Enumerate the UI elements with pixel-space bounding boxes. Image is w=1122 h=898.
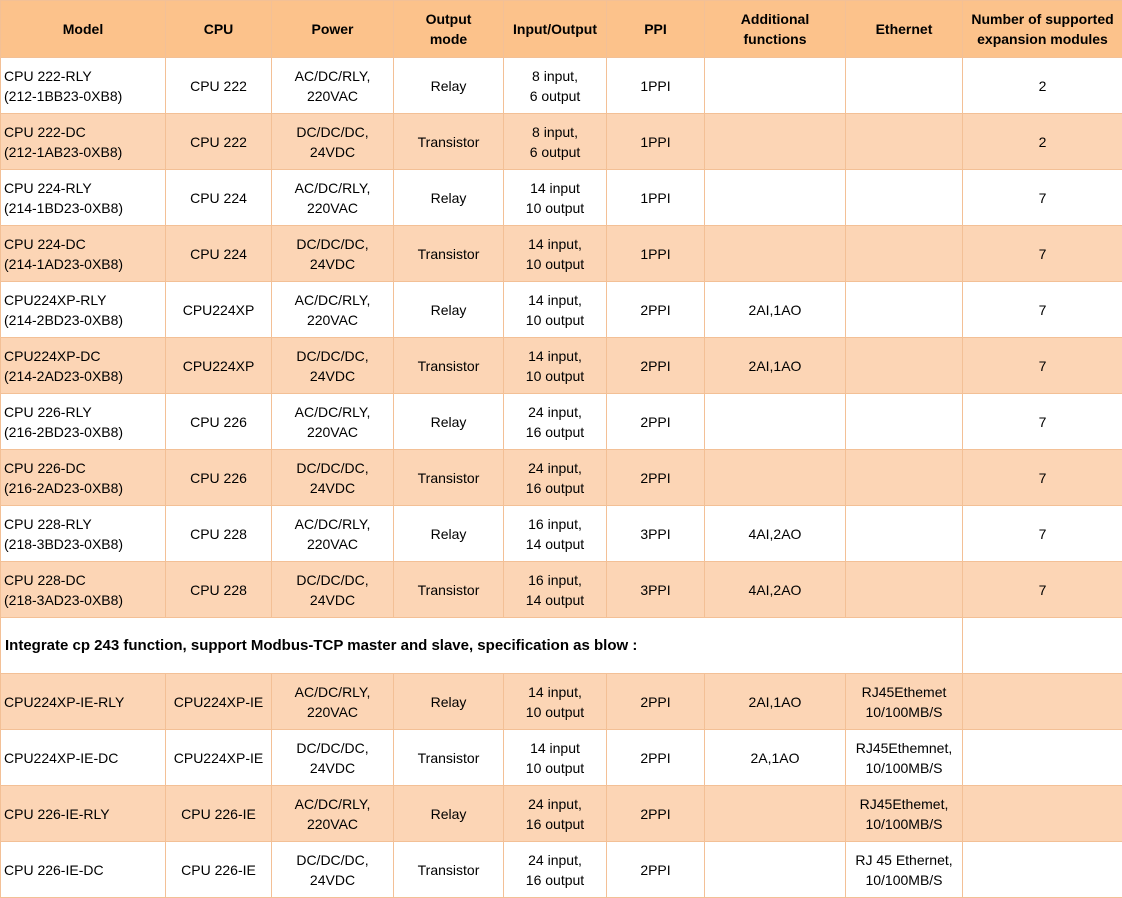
cell-expansion-modules: 7 <box>963 226 1122 282</box>
cell-power-line: DC/DC/DC, <box>274 738 391 758</box>
cell-model-line: CPU224XP-IE-RLY <box>4 692 163 712</box>
cell-ppi: 2PPI <box>607 282 705 338</box>
cell-model-line: (212-1BB23-0XB8) <box>4 86 163 106</box>
cell-additional-functions: 2AI,1AO <box>705 674 846 730</box>
cell-input-output-line: 10 output <box>506 366 604 386</box>
cell-input-output-line: 16 output <box>506 478 604 498</box>
cell-ethernet-line: RJ45Ethemnet, <box>848 738 960 758</box>
cell-power <box>272 394 394 450</box>
cell-input-output <box>504 562 607 618</box>
cell-ppi: 2PPI <box>607 674 705 730</box>
cell-output-mode: Relay <box>394 674 504 730</box>
cell-model-line: (218-3BD23-0XB8) <box>4 534 163 554</box>
cell-expansion-modules <box>963 842 1122 898</box>
header-additional-line: Additional <box>707 9 843 29</box>
header-additional-functions <box>705 1 846 58</box>
cell-expansion-modules: 2 <box>963 58 1122 114</box>
cell-power <box>272 338 394 394</box>
cell-power <box>272 506 394 562</box>
cell-power <box>272 450 394 506</box>
cell-input-output <box>504 394 607 450</box>
cell-ethernet <box>846 450 963 506</box>
cell-cpu: CPU224XP-IE <box>166 730 272 786</box>
cell-additional-functions <box>705 114 846 170</box>
cell-input-output-line: 10 output <box>506 310 604 330</box>
cell-input-output <box>504 282 607 338</box>
table-row <box>1 394 1122 450</box>
header-model: Model <box>1 1 166 58</box>
cell-power-line: 24VDC <box>274 254 391 274</box>
cell-input-output-line: 10 output <box>506 758 604 778</box>
cell-additional-functions <box>705 842 846 898</box>
header-output-mode <box>394 1 504 58</box>
cell-model-line: (216-2AD23-0XB8) <box>4 478 163 498</box>
cell-ethernet-line: 10/100MB/S <box>848 758 960 778</box>
header-expansion-line: expansion modules <box>965 29 1120 49</box>
table-row <box>1 842 1122 898</box>
cell-cpu: CPU 224 <box>166 170 272 226</box>
header-ethernet: Ethernet <box>846 1 963 58</box>
cell-input-output <box>504 786 607 842</box>
cell-expansion-modules: 7 <box>963 450 1122 506</box>
cell-model-line: CPU 224-DC <box>4 234 163 254</box>
table-body <box>1 58 1122 898</box>
cell-power <box>272 674 394 730</box>
cell-model <box>1 562 166 618</box>
cell-output-mode: Relay <box>394 786 504 842</box>
cell-power-line: AC/DC/RLY, <box>274 514 391 534</box>
cell-model <box>1 114 166 170</box>
cell-power-line: 24VDC <box>274 758 391 778</box>
cell-input-output-line: 24 input, <box>506 458 604 478</box>
cell-power <box>272 226 394 282</box>
cell-input-output-line: 14 input, <box>506 346 604 366</box>
cell-output-mode: Transistor <box>394 114 504 170</box>
cell-power <box>272 114 394 170</box>
cell-ppi: 1PPI <box>607 226 705 282</box>
cell-power <box>272 58 394 114</box>
cell-input-output-line: 24 input, <box>506 402 604 422</box>
cell-input-output-line: 16 output <box>506 870 604 890</box>
cell-ethernet-line: 10/100MB/S <box>848 814 960 834</box>
cell-power-line: 24VDC <box>274 142 391 162</box>
cell-input-output-line: 6 output <box>506 86 604 106</box>
cell-power-line: DC/DC/DC, <box>274 122 391 142</box>
cell-cpu: CPU224XP <box>166 282 272 338</box>
cell-ppi: 1PPI <box>607 170 705 226</box>
cell-power-line: AC/DC/RLY, <box>274 66 391 86</box>
cell-ethernet <box>846 58 963 114</box>
cell-ppi: 2PPI <box>607 338 705 394</box>
cell-power-line: 220VAC <box>274 198 391 218</box>
cell-input-output-line: 6 output <box>506 142 604 162</box>
cell-ppi: 2PPI <box>607 450 705 506</box>
table-row <box>1 786 1122 842</box>
cell-expansion-modules <box>963 730 1122 786</box>
cell-input-output-line: 14 input, <box>506 234 604 254</box>
cell-model-line: (216-2BD23-0XB8) <box>4 422 163 442</box>
cell-output-mode: Relay <box>394 170 504 226</box>
cell-input-output-line: 14 output <box>506 534 604 554</box>
cell-additional-functions: 4AI,2AO <box>705 506 846 562</box>
cell-ppi: 2PPI <box>607 786 705 842</box>
cell-ethernet-line: RJ45Ethemet <box>848 682 960 702</box>
header-input-output: Input/Output <box>504 1 607 58</box>
cell-power-line: DC/DC/DC, <box>274 458 391 478</box>
cell-ethernet <box>846 170 963 226</box>
header-expansion-line: Number of supported <box>965 9 1120 29</box>
header-output-mode-line: Output <box>396 9 501 29</box>
cell-power-line: 24VDC <box>274 478 391 498</box>
table-row <box>1 562 1122 618</box>
cell-ethernet <box>846 282 963 338</box>
cell-cpu: CPU 222 <box>166 114 272 170</box>
cell-power-line: DC/DC/DC, <box>274 850 391 870</box>
cell-ethernet <box>846 786 963 842</box>
cell-ethernet <box>846 394 963 450</box>
cell-power-line: 220VAC <box>274 310 391 330</box>
cell-ppi: 1PPI <box>607 114 705 170</box>
cell-input-output-line: 24 input, <box>506 850 604 870</box>
cell-input-output <box>504 506 607 562</box>
cell-input-output <box>504 842 607 898</box>
cell-power-line: 24VDC <box>274 590 391 610</box>
cell-model-line: CPU 226-RLY <box>4 402 163 422</box>
cell-cpu: CPU 226-IE <box>166 842 272 898</box>
cell-output-mode: Relay <box>394 394 504 450</box>
cell-model <box>1 58 166 114</box>
cell-power-line: 24VDC <box>274 366 391 386</box>
cell-cpu: CPU224XP <box>166 338 272 394</box>
cell-input-output-line: 14 input, <box>506 682 604 702</box>
cell-input-output-line: 8 input, <box>506 66 604 86</box>
cell-ppi: 3PPI <box>607 562 705 618</box>
cell-ppi: 2PPI <box>607 730 705 786</box>
cell-model <box>1 282 166 338</box>
header-row <box>1 1 1122 58</box>
cell-input-output <box>504 730 607 786</box>
cell-additional-functions: 2AI,1AO <box>705 338 846 394</box>
cell-output-mode: Transistor <box>394 562 504 618</box>
cell-output-mode: Transistor <box>394 338 504 394</box>
cell-ethernet <box>846 842 963 898</box>
cell-power-line: 220VAC <box>274 86 391 106</box>
table-row <box>1 338 1122 394</box>
cell-ethernet-line: 10/100MB/S <box>848 702 960 722</box>
cell-output-mode: Relay <box>394 58 504 114</box>
cell-model <box>1 842 166 898</box>
cell-model <box>1 786 166 842</box>
cell-model-line: CPU 226-IE-DC <box>4 860 163 880</box>
cell-input-output <box>504 226 607 282</box>
cell-expansion-modules: 7 <box>963 394 1122 450</box>
cell-ethernet <box>846 338 963 394</box>
header-power: Power <box>272 1 394 58</box>
cell-model-line: CPU224XP-RLY <box>4 290 163 310</box>
cell-power-line: AC/DC/RLY, <box>274 290 391 310</box>
cell-input-output-line: 24 input, <box>506 794 604 814</box>
cell-ethernet <box>846 674 963 730</box>
cell-additional-functions <box>705 226 846 282</box>
cell-input-output <box>504 58 607 114</box>
cell-model-line: CPU 226-DC <box>4 458 163 478</box>
cell-additional-functions <box>705 394 846 450</box>
cell-power-line: 220VAC <box>274 422 391 442</box>
cell-cpu: CPU 224 <box>166 226 272 282</box>
cell-power <box>272 170 394 226</box>
cell-power-line: 220VAC <box>274 814 391 834</box>
cell-power-line: 220VAC <box>274 702 391 722</box>
cell-input-output-line: 16 input, <box>506 514 604 534</box>
cell-input-output <box>504 338 607 394</box>
cell-output-mode: Transistor <box>394 226 504 282</box>
cell-expansion-modules: 7 <box>963 562 1122 618</box>
cell-model <box>1 730 166 786</box>
header-additional-line: functions <box>707 29 843 49</box>
cell-model-line: CPU 226-IE-RLY <box>4 804 163 824</box>
note-row <box>1 618 1122 674</box>
cell-model <box>1 338 166 394</box>
cell-additional-functions: 4AI,2AO <box>705 562 846 618</box>
cell-output-mode: Relay <box>394 506 504 562</box>
table-row <box>1 730 1122 786</box>
cell-power <box>272 730 394 786</box>
cell-model-line: CPU 228-DC <box>4 570 163 590</box>
cell-model <box>1 226 166 282</box>
header-output-mode-line: mode <box>396 29 501 49</box>
cell-model-line: CPU224XP-DC <box>4 346 163 366</box>
table-row <box>1 114 1122 170</box>
cell-model <box>1 506 166 562</box>
table-row <box>1 506 1122 562</box>
cell-expansion-modules <box>963 674 1122 730</box>
header-cpu: CPU <box>166 1 272 58</box>
table-row <box>1 226 1122 282</box>
cell-power-line: AC/DC/RLY, <box>274 178 391 198</box>
table-row <box>1 674 1122 730</box>
cell-ethernet-line: RJ 45 Ethernet, <box>848 850 960 870</box>
cell-input-output <box>504 114 607 170</box>
cell-cpu: CPU224XP-IE <box>166 674 272 730</box>
cell-input-output-line: 10 output <box>506 198 604 218</box>
cell-ethernet-line: 10/100MB/S <box>848 870 960 890</box>
cell-input-output-line: 16 output <box>506 814 604 834</box>
cell-power-line: AC/DC/RLY, <box>274 682 391 702</box>
cell-power-line: 220VAC <box>274 534 391 554</box>
cell-output-mode: Transistor <box>394 842 504 898</box>
cell-ppi: 3PPI <box>607 506 705 562</box>
cell-cpu: CPU 222 <box>166 58 272 114</box>
cell-input-output-line: 16 output <box>506 422 604 442</box>
note-row-empty-cell <box>963 618 1122 674</box>
cell-model-line: (214-1BD23-0XB8) <box>4 198 163 218</box>
header-expansion-modules <box>963 1 1122 58</box>
cell-power-line: AC/DC/RLY, <box>274 402 391 422</box>
cell-model <box>1 450 166 506</box>
cell-expansion-modules: 7 <box>963 282 1122 338</box>
table-row <box>1 170 1122 226</box>
cell-model-line: (214-2AD23-0XB8) <box>4 366 163 386</box>
cell-model <box>1 674 166 730</box>
cell-power-line: DC/DC/DC, <box>274 234 391 254</box>
cell-additional-functions <box>705 786 846 842</box>
cell-ethernet-line: RJ45Ethemet, <box>848 794 960 814</box>
cell-output-mode: Relay <box>394 282 504 338</box>
cell-model-line: (212-1AB23-0XB8) <box>4 142 163 162</box>
cell-input-output-line: 14 input, <box>506 290 604 310</box>
integration-note: Integrate cp 243 function, support Modbus-TCP master and slave, specification as blow : <box>1 618 963 674</box>
cell-output-mode: Transistor <box>394 730 504 786</box>
cell-power <box>272 282 394 338</box>
cell-power-line: DC/DC/DC, <box>274 346 391 366</box>
cell-input-output <box>504 674 607 730</box>
cell-power-line: AC/DC/RLY, <box>274 794 391 814</box>
cell-cpu: CPU 228 <box>166 506 272 562</box>
cell-input-output-line: 10 output <box>506 702 604 722</box>
cell-input-output <box>504 450 607 506</box>
cell-additional-functions <box>705 170 846 226</box>
cell-model-line: CPU 224-RLY <box>4 178 163 198</box>
cell-power <box>272 786 394 842</box>
cell-ppi: 1PPI <box>607 58 705 114</box>
cell-input-output <box>504 170 607 226</box>
cell-input-output-line: 14 output <box>506 590 604 610</box>
cell-cpu: CPU 226-IE <box>166 786 272 842</box>
cell-model <box>1 170 166 226</box>
cell-cpu: CPU 226 <box>166 450 272 506</box>
cell-expansion-modules: 7 <box>963 338 1122 394</box>
cell-ethernet <box>846 730 963 786</box>
cell-expansion-modules: 7 <box>963 506 1122 562</box>
table-row <box>1 450 1122 506</box>
cell-power <box>272 562 394 618</box>
cell-ethernet <box>846 114 963 170</box>
cell-power-line: DC/DC/DC, <box>274 570 391 590</box>
cell-expansion-modules <box>963 786 1122 842</box>
cell-model-line: (214-2BD23-0XB8) <box>4 310 163 330</box>
cell-model <box>1 394 166 450</box>
cell-model-line: CPU 222-DC <box>4 122 163 142</box>
table-row <box>1 58 1122 114</box>
cell-expansion-modules: 7 <box>963 170 1122 226</box>
cell-ethernet <box>846 506 963 562</box>
cell-power <box>272 842 394 898</box>
cell-model-line: CPU224XP-IE-DC <box>4 748 163 768</box>
table-row <box>1 282 1122 338</box>
header-ppi: PPI <box>607 1 705 58</box>
cell-ethernet <box>846 562 963 618</box>
cell-model-line: (218-3AD23-0XB8) <box>4 590 163 610</box>
cell-ppi: 2PPI <box>607 394 705 450</box>
cell-input-output-line: 14 input <box>506 178 604 198</box>
cell-power-line: 24VDC <box>274 870 391 890</box>
cell-ethernet <box>846 226 963 282</box>
cell-input-output-line: 16 input, <box>506 570 604 590</box>
cell-additional-functions: 2AI,1AO <box>705 282 846 338</box>
cell-input-output-line: 14 input <box>506 738 604 758</box>
cell-expansion-modules: 2 <box>963 114 1122 170</box>
cell-model-line: CPU 228-RLY <box>4 514 163 534</box>
cell-input-output-line: 8 input, <box>506 122 604 142</box>
cell-input-output-line: 10 output <box>506 254 604 274</box>
cell-model-line: CPU 222-RLY <box>4 66 163 86</box>
cell-additional-functions: 2A,1AO <box>705 730 846 786</box>
cell-cpu: CPU 226 <box>166 394 272 450</box>
cell-model-line: (214-1AD23-0XB8) <box>4 254 163 274</box>
cell-additional-functions <box>705 450 846 506</box>
cell-additional-functions <box>705 58 846 114</box>
cell-cpu: CPU 228 <box>166 562 272 618</box>
cell-ppi: 2PPI <box>607 842 705 898</box>
cell-output-mode: Transistor <box>394 450 504 506</box>
